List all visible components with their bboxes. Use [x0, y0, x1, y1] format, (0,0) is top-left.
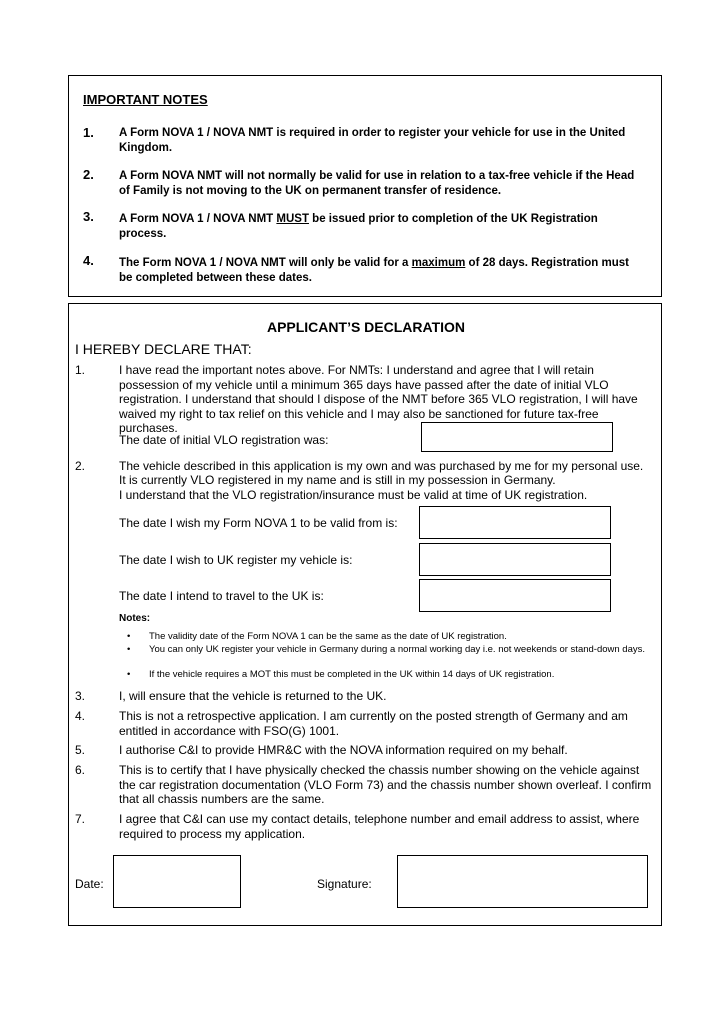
item-text: I agree that C&I can use my contact details, telephone number and email address to assist, where required to process my application.	[119, 812, 640, 841]
note-bullet-text: If the vehicle requires a MOT this must be completed in the UK within 14 days of UK registration.	[149, 669, 555, 680]
note-number: 3.	[83, 209, 94, 224]
item-number: 7.	[75, 812, 86, 826]
item-number: 4.	[75, 709, 86, 723]
item-number: 2.	[75, 459, 86, 473]
applicant-declaration-box	[68, 303, 662, 926]
note-number: 1.	[83, 125, 94, 140]
note-text: A Form NOVA NMT will not normally be valid for use in relation to a tax-free vehicle if the Head of Family is not moving to the UK on permanent transfer of residence.	[119, 170, 635, 197]
valid-from-date-label: The date I wish my Form NOVA 1 to be valid from is:	[119, 516, 398, 530]
item-number: 3.	[75, 689, 86, 703]
item-text: I, will ensure that the vehicle is returned to the UK.	[119, 689, 387, 703]
item-text: I authorise C&I to provide HMR&C with the NOVA information required on my behalf.	[119, 743, 568, 757]
initial-vlo-date-label: The date of initial VLO registration was:	[119, 433, 329, 447]
item-number: 6.	[75, 763, 86, 777]
signature-label: Signature:	[317, 877, 372, 891]
date-input[interactable]	[113, 855, 241, 908]
note-number: 4.	[83, 253, 94, 268]
note-number: 2.	[83, 167, 94, 182]
declaration-title: APPLICANT’S DECLARATION	[266, 319, 466, 335]
notes-label: Notes:	[119, 613, 151, 624]
item-text: I have read the important notes above. For NMTs: I understand and agree that I will retain possession of my vehicle until a minimum 365 days have passed after the date of initial VLO registration. I understand that should I dispose of the NMT before 365 VLO registration, I will have waived my right to tax relief on this vehicle and I may also be sanctioned for future tax-free purchases.	[119, 363, 638, 435]
bullet-icon: •	[127, 669, 131, 680]
valid-from-date-input[interactable]	[419, 506, 611, 539]
item-text: I understand that the VLO registration/insurance must be valid at time of UK registration.	[119, 488, 588, 502]
item-text: The vehicle described in this application is my own and was purchased by me for my personal use.	[119, 459, 644, 473]
bullet-icon: •	[127, 644, 131, 655]
important-notes-title: IMPORTANT NOTES	[83, 92, 208, 107]
item-text: It is currently VLO registered in my name and is still in my possession in Germany.	[119, 473, 556, 487]
travel-date-label: The date I intend to travel to the UK is:	[119, 589, 324, 603]
important-notes-box	[68, 75, 662, 297]
bullet-icon: •	[127, 631, 131, 642]
note-bullet-text: You can only UK register your vehicle in Germany during a normal working day i.e. not weekends or stand-down days.	[149, 644, 646, 655]
note-text: A Form NOVA 1 / NOVA NMT MUST be issued prior to completion of the UK Registration process.	[119, 213, 598, 240]
travel-date-input[interactable]	[419, 579, 611, 612]
item-text: This is not a retrospective application. I am currently on the posted strength of Germany and am entitled in accordance with FSO(G) 1001.	[119, 709, 628, 738]
initial-vlo-date-input[interactable]	[421, 422, 613, 452]
uk-register-date-input[interactable]	[419, 543, 611, 576]
note-text: A Form NOVA 1 / NOVA NMT is required in order to register your vehicle for use in the United Kingdom.	[119, 127, 626, 154]
note-bullet-text: The validity date of the Form NOVA 1 can be the same as the date of UK registration.	[149, 631, 507, 642]
date-label: Date:	[75, 877, 104, 891]
uk-register-date-label: The date I wish to UK register my vehicle is:	[119, 553, 353, 567]
note-text: The Form NOVA 1 / NOVA NMT will only be valid for a maximum of 28 days. Registration must be completed between these dates.	[119, 257, 629, 284]
item-number: 1.	[75, 363, 86, 377]
signature-input[interactable]	[397, 855, 648, 908]
item-number: 5.	[75, 743, 86, 757]
item-text: This is to certify that I have physically checked the chassis number showing on the vehicle against the car registration documentation (VLO Form 73) and the chassis number shown overleaf. I confirm that all chassis numbers are the same.	[119, 763, 652, 806]
declaration-subtitle: I HEREBY DECLARE THAT:	[75, 341, 252, 357]
